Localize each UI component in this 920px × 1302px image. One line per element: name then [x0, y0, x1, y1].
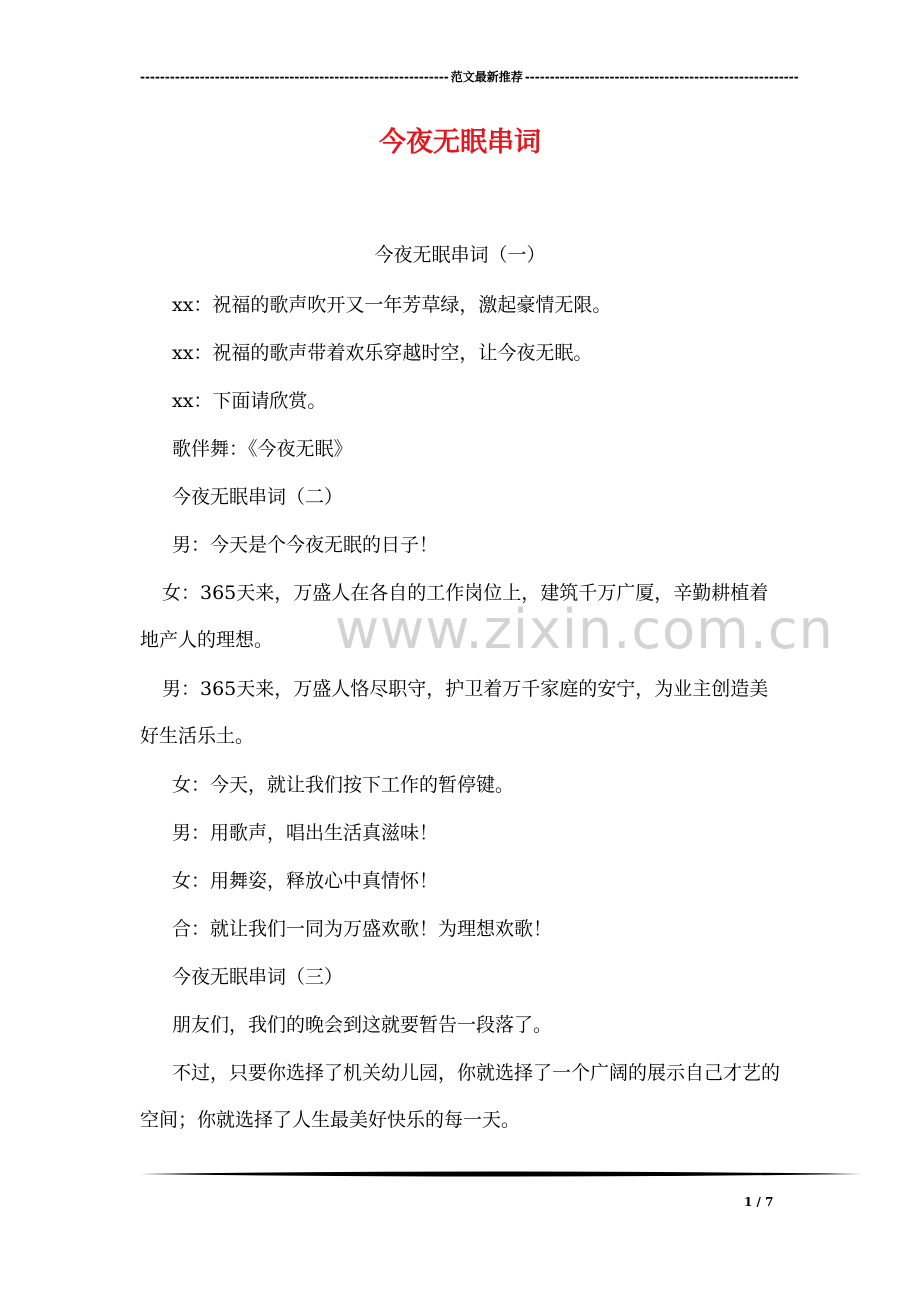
- paragraph: 歌伴舞：《今夜无眠》: [172, 438, 353, 460]
- section-title-3: 今夜无眠串词（三）: [172, 966, 344, 988]
- header-dashes-left: --------------------------------------------------------------: [140, 69, 449, 84]
- footer-rule: [140, 1170, 862, 1178]
- section-title-1: 今夜无眠串词（一）: [374, 244, 546, 266]
- paragraph: 男：365天来，万盛人恪尽职守，护卫着万千家庭的安宁，为业主创造美好生活乐土。: [140, 678, 769, 747]
- paragraph: 不过，只要你选择了机关幼儿园，你就选择了一个广阔的展示自己才艺的空间；你就选择了人生最美好快乐的每一天。: [140, 1062, 781, 1131]
- paragraph: xx：祝福的歌声带着欢乐穿越时空，让今夜无眠。: [172, 342, 593, 364]
- document-title: 今夜无眠串词: [379, 127, 541, 158]
- paragraph: 女：用舞姿，释放心中真情怀！: [172, 870, 439, 892]
- paragraph: xx：祝福的歌声吹开又一年芳草绿，激起豪情无限。: [172, 294, 612, 316]
- paragraph: 合：就让我们一同为万盛欢歌！为理想欢歌！: [172, 918, 553, 940]
- paragraph: 朋友们，我们的晚会到这就要暂告一段落了。: [172, 1014, 553, 1036]
- header-dashes-right: -------------------------------------------------------: [524, 69, 799, 84]
- paragraph: 男：今天是个今夜无眠的日子！: [172, 534, 439, 556]
- section-title-2: 今夜无眠串词（二）: [172, 486, 344, 508]
- page-header: [140, 68, 799, 85]
- header-label: 范文最新推荐: [450, 70, 523, 84]
- watermark: www.zixin.com.cn: [335, 598, 834, 661]
- paragraph: 女：365天来，万盛人在各自的工作岗位上，建筑千万广厦，辛勤耕植着地产人的理想。: [140, 582, 769, 651]
- paragraph: 女：今天，就让我们按下工作的暂停键。: [172, 774, 515, 796]
- paragraph: 男：用歌声，唱出生活真滋味！: [172, 822, 439, 844]
- page-number: 1 / 7: [744, 1195, 774, 1209]
- paragraph: xx：下面请欣赏。: [172, 390, 327, 412]
